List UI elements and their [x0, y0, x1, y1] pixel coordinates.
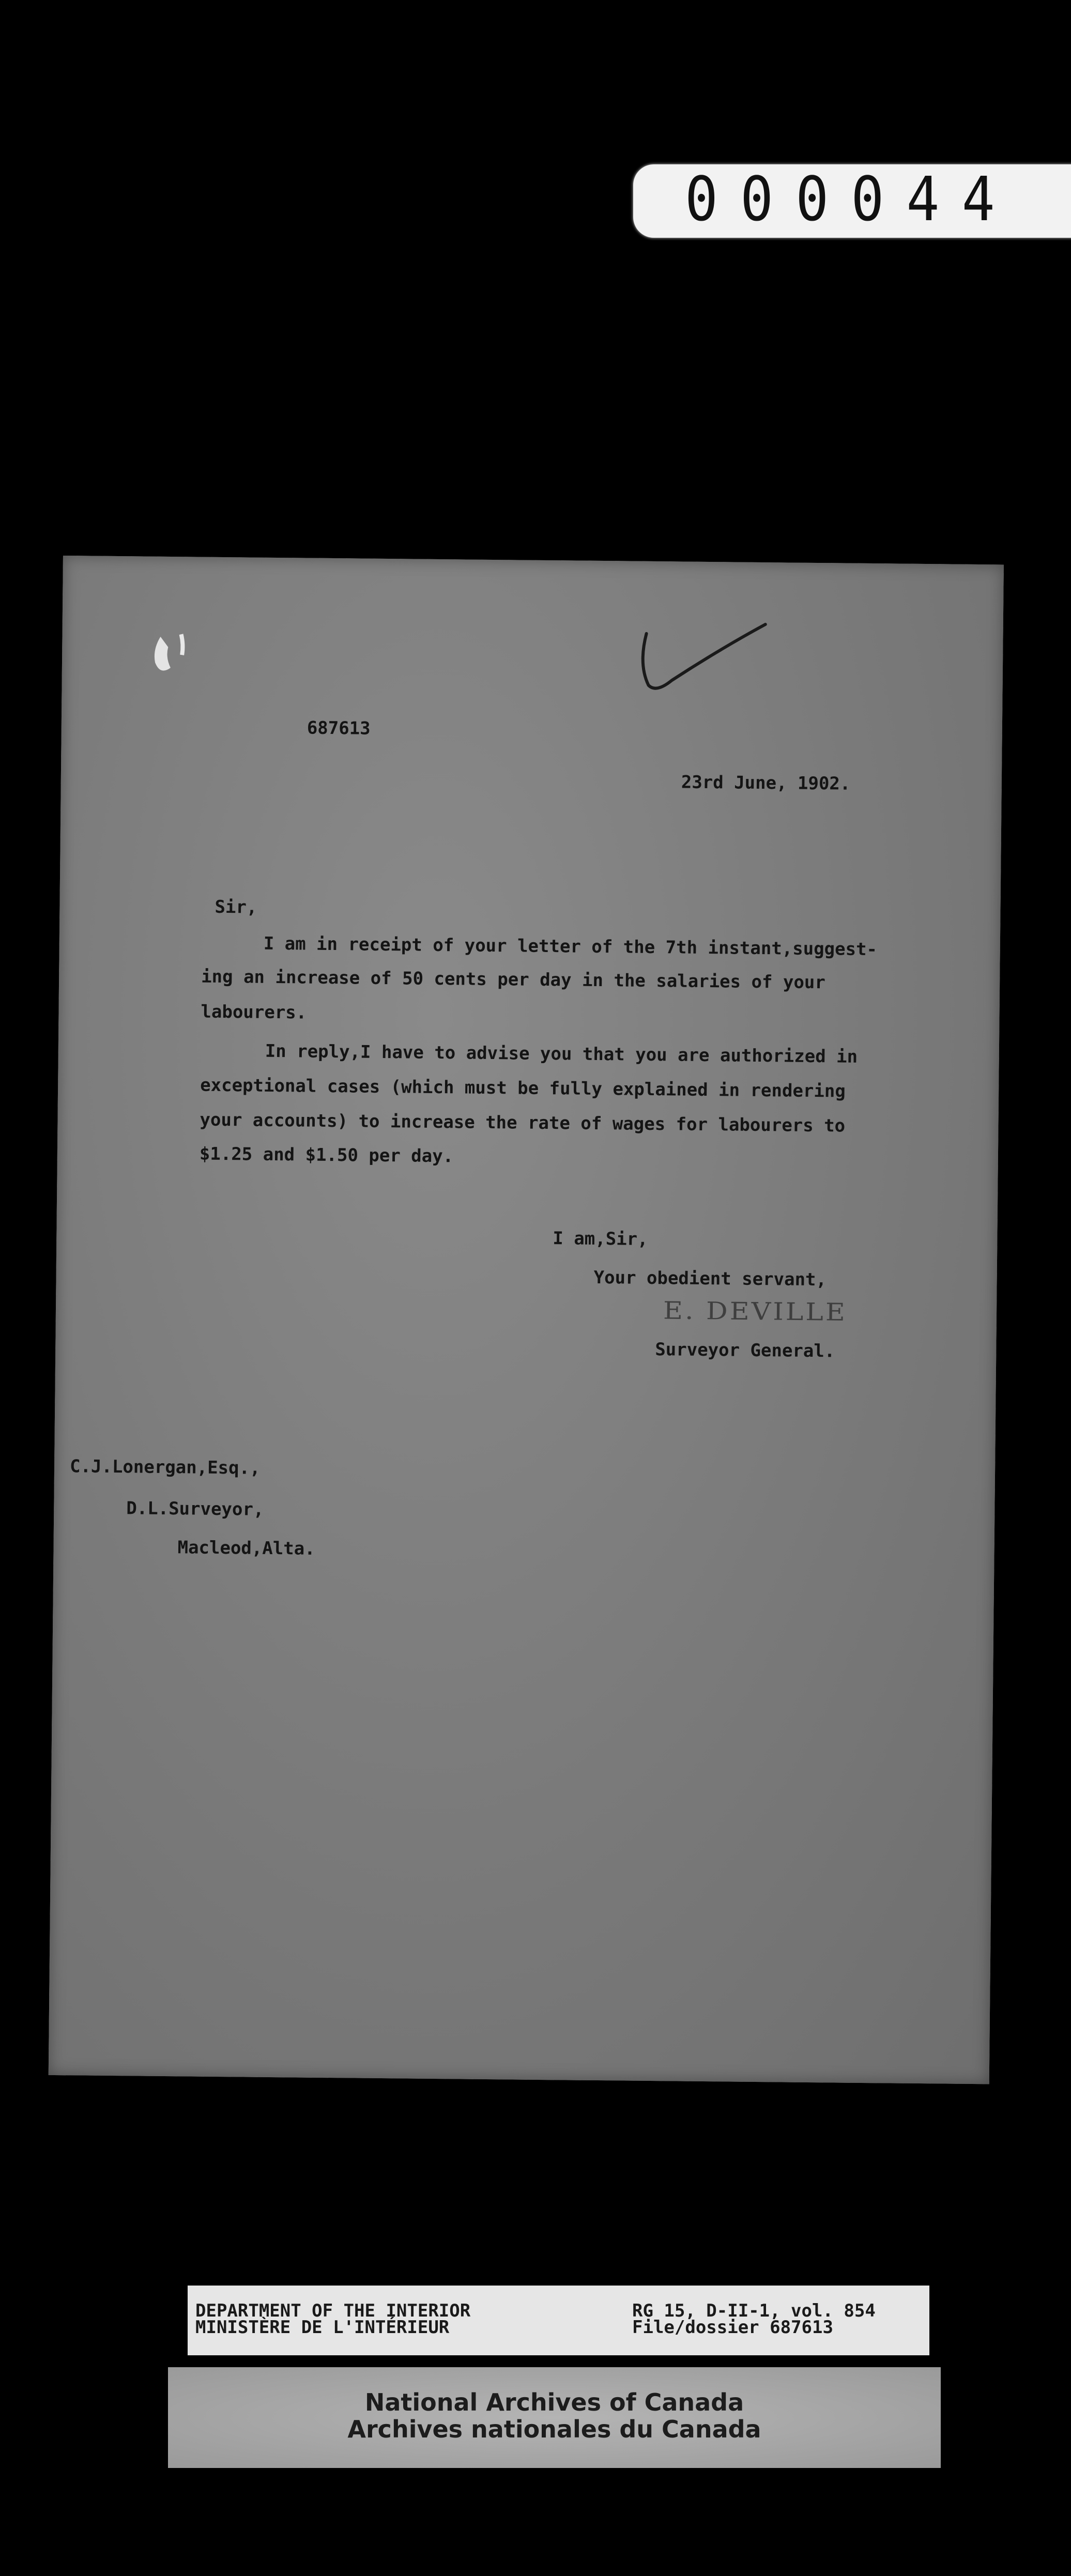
body-line: your accounts) to increase the rate of wages for labourers to [200, 1109, 846, 1137]
archives-name-fr: Archives nationales du Canada [347, 2415, 761, 2443]
addressee-location: Macleod,Alta. [177, 1537, 315, 1559]
record-group-reference: RG 15, D-II-1, vol. 854 [632, 2301, 876, 2321]
department-fr: MINISTÈRE DE L'INTÉRIEUR [195, 2317, 450, 2338]
body-line: $1.25 and $1.50 per day. [199, 1143, 454, 1167]
closing: I am,Sir, [553, 1228, 648, 1250]
check-mark [625, 602, 781, 707]
body-line: I am in receipt of your letter of the 7th instant,suggest- [263, 933, 878, 960]
signature-stamp: E. DEVILLE [663, 1297, 848, 1327]
body-line: labourers. [201, 1001, 307, 1023]
archive-reference-strip [188, 2286, 929, 2355]
body-line: exceptional cases (which must be fully explained in rendering [200, 1075, 846, 1102]
body-line: ing an increase of 50 cents per day in the salaries of your [201, 966, 826, 993]
signer-title: Surveyor General. [655, 1339, 835, 1362]
file-reference: File/dossier 687613 [632, 2317, 833, 2338]
addressee-name: C.J.Lonergan,Esq., [69, 1456, 261, 1479]
closing-line: Your obedient servant, [593, 1267, 827, 1291]
addressee-title: D.L.Surveyor, [126, 1498, 264, 1520]
letter-sheet [49, 556, 1004, 2084]
archives-label [168, 2367, 941, 2468]
frame-number: 000044 [685, 163, 1017, 235]
punch-mark [145, 626, 197, 684]
letter-date: 23rd June, 1902. [681, 772, 851, 794]
body-line: In reply,I have to advise you that you are authorized in [265, 1040, 858, 1067]
department-en: DEPARTMENT OF THE INTERIOR [195, 2301, 471, 2321]
archives-name-en: National Archives of Canada [364, 2388, 744, 2416]
frame-counter-label [633, 164, 1071, 238]
salutation: Sir, [215, 896, 257, 918]
file-number: 687613 [307, 717, 371, 739]
